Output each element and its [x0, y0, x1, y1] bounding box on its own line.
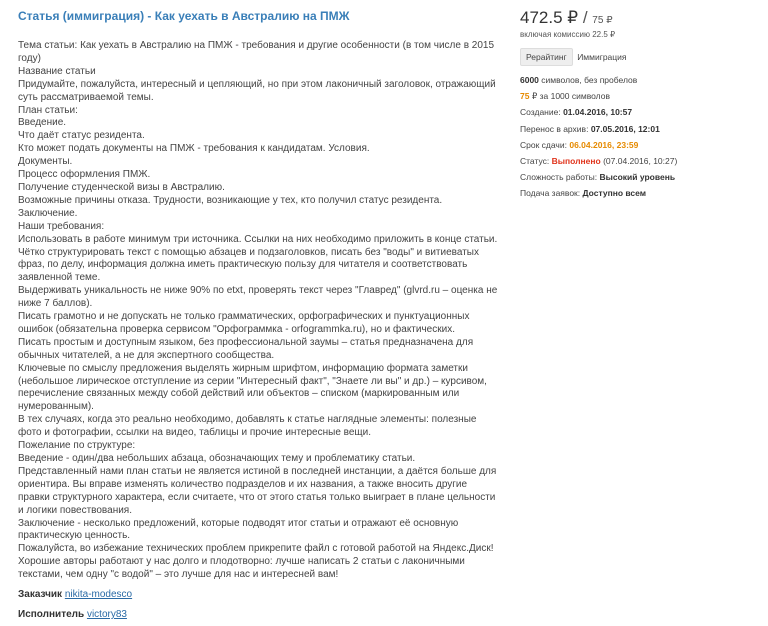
- status-value: Выполнено: [551, 155, 601, 166]
- tag-rewriting[interactable]: Рерайтинг: [520, 48, 573, 66]
- price-value: 472.5 ₽: [520, 8, 579, 27]
- rate-row: [520, 88, 760, 104]
- price-block: [520, 8, 760, 28]
- rate-text: ₽ за 1000 символов: [531, 91, 610, 102]
- status-date: (07.04.2016, 10:27): [603, 155, 678, 166]
- status-row: [520, 153, 760, 169]
- desc-line: Процесс оформления ПМЖ.: [18, 169, 151, 181]
- desc-line: Кто может подать документы на ПМЖ - требования к кандидатам. Условия.: [18, 143, 370, 155]
- order-description: [18, 40, 500, 582]
- desc-line: План статьи:: [18, 104, 78, 116]
- desc-line: Пожелание по структуре:: [18, 440, 136, 452]
- apply-row: [520, 185, 760, 201]
- deadline-row: [520, 137, 760, 153]
- desc-line: Тема статьи: Как уехать в Австралию на ПМЖ - требования и другие особенности (в том числе в 2015 году): [18, 40, 495, 64]
- tag-row: [520, 48, 760, 66]
- order-sidebar: [520, 8, 760, 202]
- desc-line: В тех случаях, когда это реально необходимо, добавлять к статье наглядные элементы: полезные фото и фотографии, ссылки на видео, таблицы и прочие интересные вещи.: [18, 414, 477, 439]
- complexity-row: [520, 169, 760, 185]
- complexity-value: Высокий уровень: [599, 172, 676, 183]
- desc-line: Представленный нами план статьи не является истиной в последней инстанции, а даётся больше для ориентира. Вы вправе изменять количество подразделов и их названия, а также вносить другие правки структурного характера, если считаете, что от этого статья только выиграет в плане цельности и логики повествования.: [18, 465, 497, 516]
- desc-line: Введение.: [18, 117, 67, 129]
- archive-row: [520, 121, 760, 137]
- price-slash: /: [582, 8, 588, 27]
- desc-line: Придумайте, пожалуйста, интересный и цепляющий, но при этом лаконичный заголовок, отражающий суть рассматриваемой темы.: [18, 78, 496, 103]
- desc-line: Получение студенческой визы в Австралию.: [18, 181, 225, 193]
- chars-text: символов, без пробелов: [541, 75, 638, 85]
- desc-line: Что даёт статус резидента.: [18, 130, 145, 142]
- desc-line: Документы.: [18, 156, 73, 168]
- rate-value: 75: [520, 91, 530, 102]
- chars-value: 6000: [520, 75, 539, 85]
- desc-line: Писать простым и доступным языком, без профессиональной заумы – статья предназначена для обычных читателей, а не для экспертного сообщества.: [18, 336, 474, 361]
- chars-row: [520, 72, 760, 88]
- deadline-value: 06.04.2016, 23:59: [569, 139, 639, 150]
- deadline-label: Срок сдачи:: [520, 139, 567, 150]
- archive-label: Перенос в архив:: [520, 123, 589, 134]
- executor-link[interactable]: victory83: [86, 609, 127, 620]
- desc-line: Ключевые по смыслу предложения выделять жирным шрифтом, информацию формата заметки (небольшое лирическое отступление из серии "Интересный факт", "Знаете ли вы" и др.) – курсивом, перечисление связанных между собой действий или объектов – списком (маркированным или нумерованным).: [18, 362, 487, 413]
- apply-value: Доступно всем: [582, 188, 647, 199]
- customer-row: [18, 589, 132, 600]
- desc-line: Наши требования:: [18, 220, 105, 232]
- customer-label: Заказчик: [18, 589, 63, 600]
- order-title: Статья (иммиграция) - Как уехать в Австралию на ПМЖ: [18, 9, 350, 23]
- desc-line: Хорошие авторы работают у нас долго и плодотворно: лучше написать 2 статьи с лаконичными текстами, чем одну "с водой" – это лучше для нас и интересней вам!: [18, 556, 465, 581]
- desc-line: Название статьи: [18, 65, 96, 77]
- desc-line: Использовать в работе минимум три источника. Ссылки на них необходимо приложить в конце статьи.: [18, 233, 498, 245]
- apply-label: Подача заявок:: [520, 188, 581, 199]
- desc-line: Писать грамотно и не допускать не только грамматических, орфографических и пунктуационных ошибок (обязательна проверка сервисом "Орфограммка - orfogrammka.ru), но и фактических.: [18, 311, 470, 335]
- created-label: Создание:: [520, 107, 561, 118]
- desc-line: Введение - один/два небольших абзаца, обозначающих тему и проблематику статьи.: [18, 453, 416, 464]
- status-label: Статус:: [520, 155, 550, 166]
- order-info: [520, 72, 760, 202]
- created-row: [520, 104, 760, 120]
- complexity-label: Сложность работы:: [520, 172, 598, 183]
- desc-line: Возможные причины отказа. Трудности, возникающие у тех, кто получил статус резидента.: [18, 194, 443, 206]
- desc-line: Чётко структурировать текст с помощью абзацев и подзаголовков, писать без "воды" и витиеватых фраз, по делу, информация должна иметь практическую пользу для читателя и соответствовать заявленной теме.: [18, 246, 479, 284]
- customer-link[interactable]: nikita-modesco: [64, 589, 133, 600]
- desc-line: Заключение - несколько предложений, которые подводят итог статьи и отражают её основную практическую ценность.: [18, 517, 459, 542]
- created-value: 01.04.2016, 10:57: [563, 107, 633, 118]
- desc-line: Заключение.: [18, 207, 78, 219]
- desc-line: Пожалуйста, во избежание технических проблем прикрепите файл с готовой работой на Яндекс.Диск!: [18, 543, 494, 555]
- executor-row: [18, 609, 127, 620]
- commission-note: включая комиссию 22.5 ₽: [520, 30, 616, 39]
- max-price: 75 ₽: [592, 15, 613, 26]
- tag-category[interactable]: Иммиграция: [577, 52, 627, 62]
- archive-value: 07.05.2016, 12:01: [590, 123, 660, 134]
- executor-label: Исполнитель: [18, 609, 85, 620]
- desc-line: Выдерживать уникальность не ниже 90% по etxt, проверять текст через "Главред" (glvrd.ru – оценка не ниже 7 баллов).: [18, 285, 498, 310]
